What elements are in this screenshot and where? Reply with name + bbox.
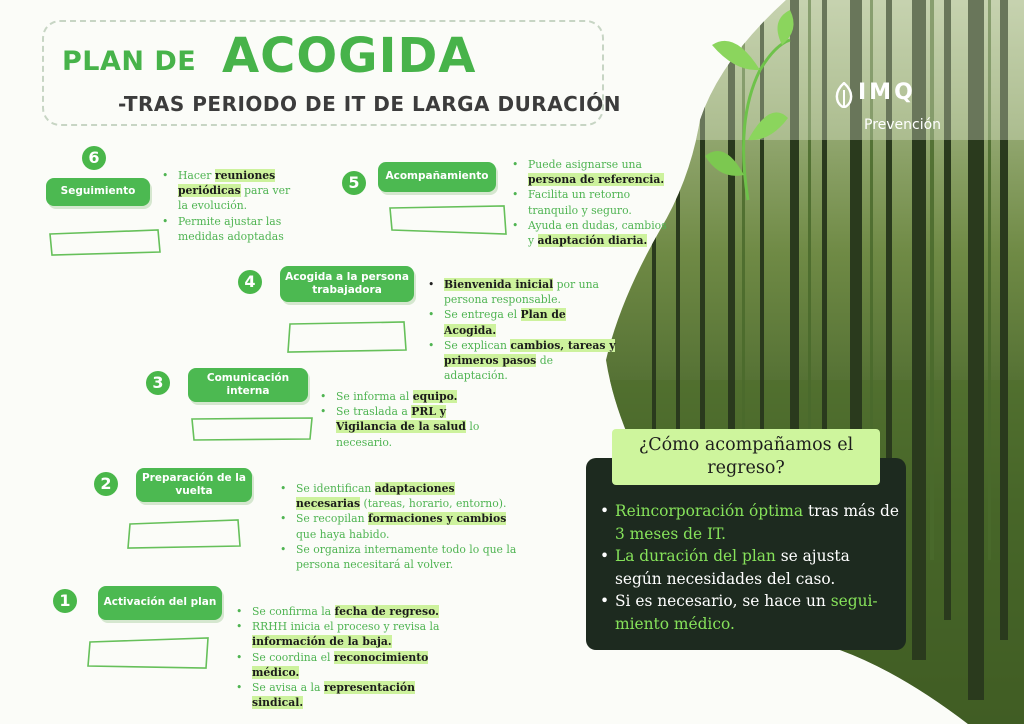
highlight-text: equipo. bbox=[412, 390, 458, 403]
highlight-text: representación sindical. bbox=[252, 681, 415, 710]
bullet-text: que haya habido. bbox=[296, 527, 390, 541]
step-5-description bbox=[512, 157, 672, 248]
description-bullet bbox=[428, 338, 618, 384]
step-5-placeholder-shape bbox=[384, 200, 512, 240]
highlight-text: Bienvenida inicial bbox=[444, 278, 554, 291]
highlight-text: adaptaciones necesarias bbox=[296, 482, 455, 511]
bullet-text: tras más de bbox=[803, 502, 899, 520]
accent-text: La duración del plan bbox=[615, 547, 776, 566]
title-line1: PLAN DE bbox=[62, 46, 197, 77]
highlight-text: cambios, tareas y primeros pasos bbox=[444, 338, 616, 368]
description-bullet bbox=[280, 542, 520, 572]
step-5-number: 5 bbox=[342, 171, 366, 195]
info-card-bullet bbox=[600, 590, 900, 635]
step-6-description bbox=[162, 168, 302, 244]
highlight-text: PRL y Vigilancia de la salud bbox=[336, 405, 466, 434]
highlight-text: reuniones periódicas bbox=[178, 169, 276, 198]
highlight-text: reconocimiento médico. bbox=[252, 650, 429, 679]
bullet-text: se ajusta según necesidades del caso. bbox=[615, 547, 850, 588]
description-bullet bbox=[162, 214, 302, 244]
step-4-placeholder-shape bbox=[284, 318, 410, 356]
step-2-label: Preparación de la vuelta bbox=[136, 468, 252, 502]
highlight-text: formaciones y cambios bbox=[367, 512, 507, 526]
accent-text: Reincorporación óptima bbox=[615, 502, 804, 520]
description-bullet bbox=[280, 511, 520, 541]
step-6-placeholder-shape bbox=[46, 224, 164, 260]
step-4-description bbox=[428, 277, 618, 383]
step-3-label: Comunicación interna bbox=[188, 368, 308, 402]
description-bullet bbox=[428, 277, 618, 307]
description-bullet bbox=[236, 604, 466, 619]
step-2-number: 2 bbox=[94, 472, 118, 496]
bullet-text: Se coordina el bbox=[252, 650, 334, 664]
description-bullet bbox=[320, 404, 510, 450]
step-3-placeholder-shape bbox=[188, 414, 316, 444]
description-bullet bbox=[512, 157, 672, 187]
bullet-text: Facilita un retorno tranquilo y seguro. bbox=[528, 188, 632, 217]
description-bullet bbox=[320, 389, 510, 404]
description-bullet bbox=[162, 168, 302, 214]
bullet-text: Se entrega el bbox=[444, 308, 521, 322]
info-card-list bbox=[600, 500, 900, 636]
step-4-number: 4 bbox=[238, 270, 262, 294]
bullet-text: Se informa al bbox=[336, 390, 413, 403]
step-2-description bbox=[280, 481, 520, 572]
step-1-description bbox=[236, 604, 466, 710]
bullet-text: por una persona responsable. bbox=[444, 278, 599, 307]
brand-name: IMQ bbox=[858, 80, 916, 105]
step-1-placeholder-shape bbox=[84, 634, 214, 674]
accent-text: segui-miento médico. bbox=[615, 592, 878, 633]
bullet-text: Se traslada a bbox=[336, 405, 412, 419]
bullet-text: Permite ajustar las medidas adoptadas bbox=[178, 214, 284, 243]
step-3-description bbox=[320, 389, 510, 450]
bullet-text: Se recopilan bbox=[296, 512, 368, 526]
bullet-text: Puede asignarse una bbox=[528, 158, 642, 171]
description-bullet bbox=[512, 218, 672, 248]
bullet-text: (tareas, horario, entorno). bbox=[360, 497, 507, 511]
bullet-text: Se confirma la bbox=[252, 605, 335, 618]
highlight-text: fecha de regreso. bbox=[334, 605, 439, 618]
step-1-number: 1 bbox=[53, 589, 77, 613]
step-5-label: Acompañamiento bbox=[378, 162, 496, 192]
step-6-number: 6 bbox=[82, 146, 106, 170]
leaf-logo-icon bbox=[832, 82, 856, 108]
bullet-text: Si es necesario, se hace un bbox=[615, 592, 831, 611]
description-bullet bbox=[428, 307, 618, 337]
highlight-text: persona de referencia. bbox=[528, 173, 665, 187]
description-bullet bbox=[280, 481, 520, 511]
bullet-text: Se explican bbox=[444, 338, 511, 352]
step-1-label: Activación del plan bbox=[98, 586, 222, 620]
brand-subtitle: Prevención bbox=[864, 117, 942, 133]
bullet-text: Se identifican bbox=[296, 482, 375, 495]
bullet-text: Se avisa a la bbox=[252, 681, 324, 695]
description-bullet bbox=[236, 650, 466, 680]
step-2-placeholder-shape bbox=[124, 516, 244, 552]
info-card-heading: ¿Cómo acompañamos el regreso? bbox=[612, 429, 880, 485]
description-bullet bbox=[512, 187, 672, 217]
accent-text: 3 meses de IT. bbox=[615, 524, 727, 543]
bullet-text: Ayuda en dudas, cambios y bbox=[528, 218, 667, 248]
info-card-bullet bbox=[600, 545, 900, 590]
highlight-text: adaptación diaria. bbox=[537, 234, 648, 248]
bullet-text: para ver la evolución. bbox=[178, 184, 291, 213]
bullet-text: lo necesario. bbox=[336, 420, 480, 449]
step-4-label: Acogida a la persona trabajadora bbox=[280, 266, 414, 302]
description-bullet bbox=[236, 680, 466, 710]
step-6-label: Seguimiento bbox=[46, 178, 150, 206]
bullet-text: RRHH inicia el proceso y revisa la bbox=[252, 620, 440, 634]
title-subtitle: -TRAS PERIODO DE IT DE LARGA DURACIÓN bbox=[118, 92, 622, 116]
title-line2: ACOGIDA bbox=[222, 28, 477, 84]
bullet-text: de adaptación. bbox=[444, 354, 553, 383]
step-3-number: 3 bbox=[146, 371, 170, 395]
info-card-bullet bbox=[600, 500, 900, 545]
bullet-text: Se organiza internamente todo lo que la persona necesitará al volver. bbox=[296, 542, 517, 572]
highlight-text: información de la baja. bbox=[252, 635, 392, 649]
description-bullet bbox=[236, 619, 466, 649]
bullet-text: Hacer bbox=[178, 169, 215, 182]
highlight-text: Plan de Acogida. bbox=[444, 308, 566, 337]
